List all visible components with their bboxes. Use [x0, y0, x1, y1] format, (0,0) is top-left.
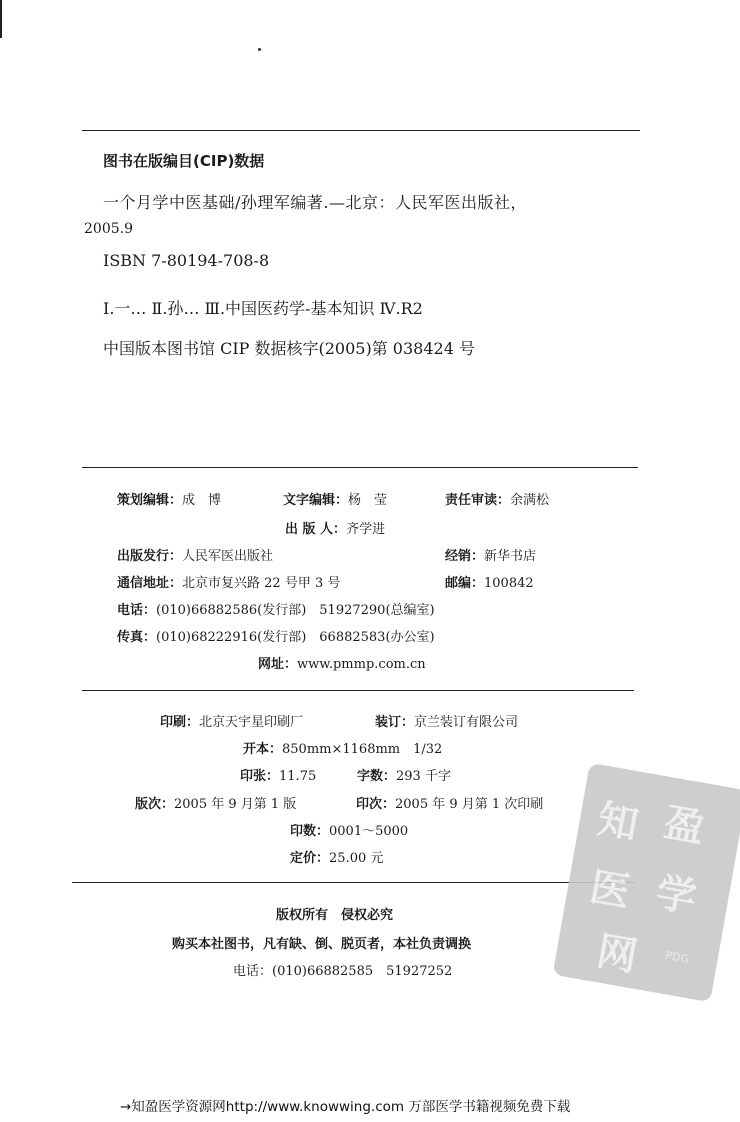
- words-value: 293 千字: [396, 769, 451, 784]
- stamp-glyph: 网: [593, 927, 641, 981]
- postcode-label: 邮编：: [445, 576, 485, 591]
- website-label: 网址：: [258, 657, 298, 672]
- distributor-label: 经销：: [445, 549, 485, 564]
- fax-label: 传真：: [117, 630, 157, 645]
- cip-isbn: ISBN 7-80194-708-8: [103, 251, 270, 270]
- printer: [160, 711, 303, 730]
- stamp-glyph: 知: [594, 795, 642, 849]
- sheets: [240, 765, 316, 784]
- proofreader-label: 责任审读：: [445, 493, 511, 508]
- copyright-notice: 购买本社图书，凡有缺、倒、脱页者，本社负责调换: [172, 937, 472, 952]
- distributor-value: 新华书店: [484, 549, 537, 564]
- stamp-glyph: 学: [652, 868, 700, 922]
- copyright-rights: 版权所有 侵权必究: [276, 908, 394, 923]
- website-value: www.pmmp.com.cn: [297, 657, 426, 672]
- publisher-person: [285, 518, 385, 537]
- planning-editor: [117, 489, 221, 508]
- copyright-phone: 电话：(010)66882585 51927252: [233, 964, 453, 979]
- sheets-value: 11.75: [279, 769, 317, 784]
- address: [117, 572, 340, 591]
- cip-subjects: Ⅰ.一… Ⅱ.孙… Ⅲ.中国医药学-基本知识 Ⅳ.R2: [103, 299, 423, 318]
- planning-editor-label: 策划编辑：: [117, 493, 183, 508]
- price-label: 定价：: [290, 851, 330, 866]
- text-editor: [283, 489, 387, 508]
- proofreader-value: 余满松: [510, 493, 550, 508]
- impression: [356, 793, 543, 812]
- copies-value: 0001～5000: [329, 824, 409, 839]
- format-value: 850mm×1168mm 1/32: [282, 742, 443, 757]
- phone: [117, 599, 435, 618]
- fax-value: (010)68222916(发行部) 66882583(办公室): [156, 630, 435, 645]
- edition-label: 版次：: [135, 797, 175, 812]
- planning-editor-value: 成 博: [182, 493, 222, 508]
- publisher-person-label: 出 版 人：: [285, 522, 347, 537]
- words-label: 字数：: [357, 769, 397, 784]
- stamp-tag: PDG: [664, 948, 691, 966]
- binder-value: 京兰装订有限公司: [414, 715, 519, 730]
- distributor: [445, 545, 536, 564]
- website: [258, 653, 426, 672]
- printer-value: 北京天宇星印刷厂: [199, 715, 304, 730]
- address-label: 通信地址：: [117, 576, 183, 591]
- library-stamp: [553, 763, 740, 1003]
- distribution: [117, 545, 273, 564]
- print-top-rule: [82, 690, 634, 691]
- words: [357, 765, 451, 784]
- format-label: 开本：: [243, 742, 283, 757]
- phone-label: 电话：: [117, 603, 157, 618]
- stamp-glyph: 盈: [660, 798, 709, 853]
- distribution-label: 出版发行：: [117, 549, 183, 564]
- page-edge-mark: [0, 0, 2, 38]
- text-editor-value: 杨 莹: [348, 493, 388, 508]
- format: [243, 738, 442, 757]
- cip-catalog-date: 2005.9: [84, 221, 133, 237]
- phone-value: (010)66882586(发行部) 51927290(总编室): [156, 603, 435, 618]
- binder: [375, 711, 518, 730]
- postcode-value: 100842: [484, 576, 534, 591]
- postcode: [445, 572, 534, 591]
- price: [290, 847, 383, 866]
- staff-top-rule: [82, 467, 638, 468]
- publisher-person-value: 齐学进: [346, 522, 386, 537]
- footer-source-line: →知盈医学资源网http://www.knowwing.com 万部医学书籍视频免费下载: [120, 1099, 571, 1115]
- copies: [290, 820, 408, 839]
- text-editor-label: 文字编辑：: [283, 493, 349, 508]
- price-value: 25.00 元: [329, 851, 384, 866]
- cip-record-number: 中国版本图书馆 CIP 数据核字(2005)第 038424 号: [103, 339, 475, 358]
- impression-label: 印次：: [356, 797, 396, 812]
- printer-label: 印刷：: [160, 715, 200, 730]
- address-value: 北京市复兴路 22 号甲 3 号: [182, 576, 341, 591]
- edition-value: 2005 年 9 月第 1 版: [174, 797, 297, 812]
- cip-catalog-line: 一个月学中医基础/孙理军编著.—北京：人民军医出版社，: [103, 193, 527, 212]
- proofreader: [445, 489, 549, 508]
- binder-label: 装订：: [375, 715, 415, 730]
- copyright-top-rule: [72, 882, 634, 883]
- edition: [135, 793, 296, 812]
- copies-label: 印数：: [290, 824, 330, 839]
- distribution-value: 人民军医出版社: [182, 549, 274, 564]
- stamp-glyph: 医: [586, 863, 634, 917]
- impression-value: 2005 年 9 月第 1 次印刷: [395, 797, 544, 812]
- cip-top-rule: [82, 130, 640, 131]
- cip-title: 图书在版编目(CIP)数据: [103, 152, 265, 170]
- speck: [258, 48, 261, 51]
- fax: [117, 626, 435, 645]
- sheets-label: 印张：: [240, 769, 280, 784]
